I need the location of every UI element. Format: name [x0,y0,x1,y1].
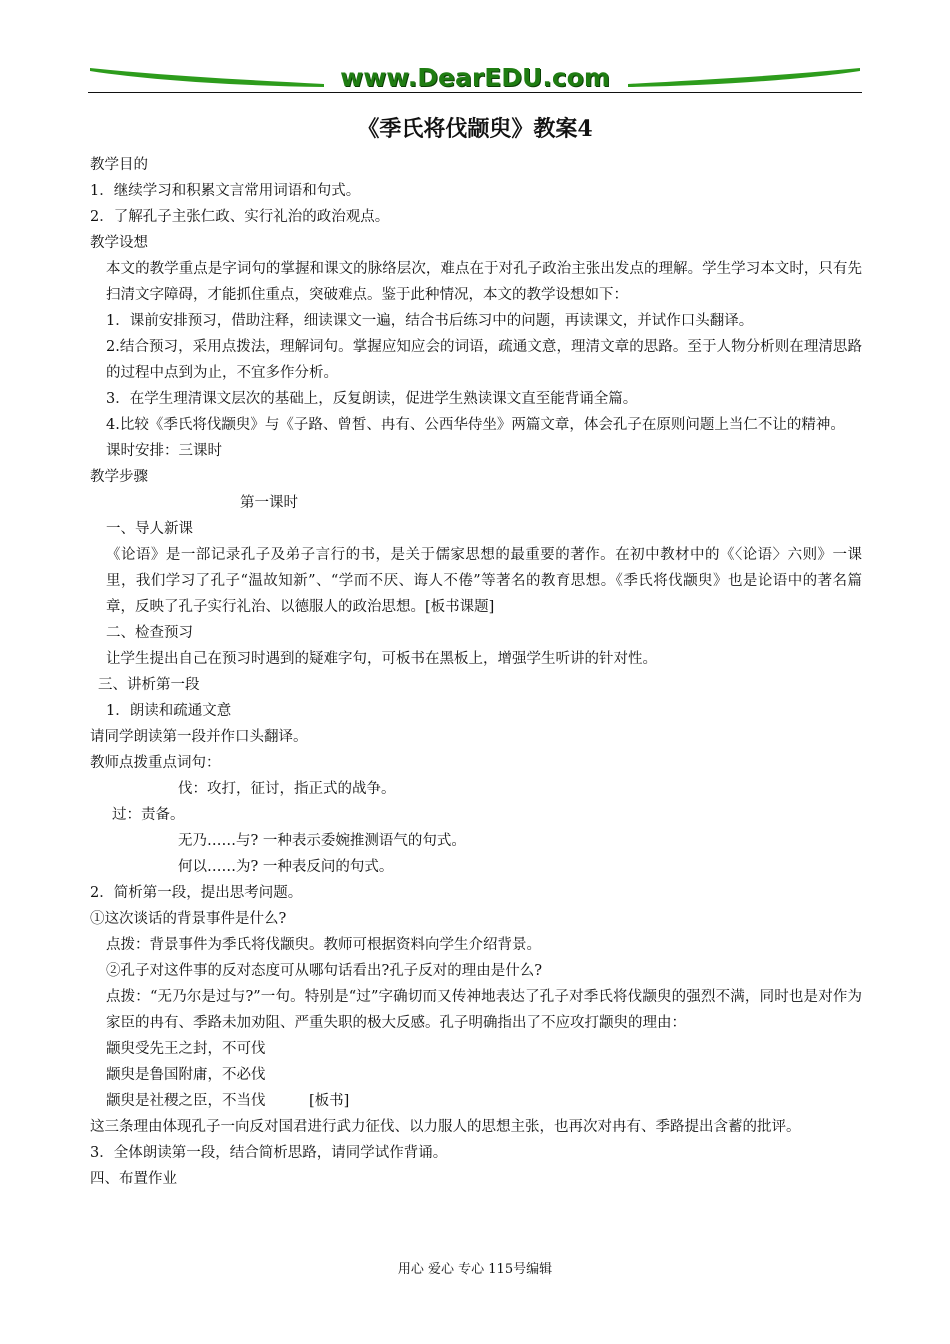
page-footer: 用心 爱心 专心 115号编辑 [397,1262,553,1277]
document-body [90,152,862,1192]
section-heading: 三、讲析第一段 [98,677,200,693]
objective-item: 2．了解孔子主张仁政、实行礼治的政治观点。 [90,209,390,225]
heading-objectives: 教学目的 [90,157,148,173]
vocab-item: 无乃……与? 一种表示委婉推测语气的句式。 [178,833,466,849]
header-rule [88,92,862,93]
design-item: 1．课前安排预习，借助注释，细读课文一遍，结合书后练习中的问题，再读课文，并试作口头翻译。 [106,313,754,329]
objective-item: 1．继续学习和积累文言常用词语和句式。 [90,183,361,199]
subsection-heading: 1．朗读和疏通文意 [106,703,232,719]
analysis-paragraph: 点拨：“无乃尔是过与?”一句。特别是“过”字确切而又传神地表达了孔子对季氏将伐颛臾的强烈不满，同时也是对作为家臣的冉有、季路未加劝阻、严重失职的极大反感。孔子明确指出了不应攻打颛臾的理由： [106,989,862,1031]
subsection-heading: 2．简析第一段，提出思考问题。 [90,885,303,901]
intro-paragraph: 《论语》是一部记录孔子及弟子言行的书，是关于儒家思想的最重要的著作。在初中教材中的《〈论语〉六则》一课里，我们学习了孔子“温故知新”、“学而不厌、诲人不倦”等著名的教育思想。《季氏将伐颛臾》也是论语中的著名篇章，反映了孔子实行礼治、以德服人的政治思想。[板书课题] [106,547,862,615]
vocab-item: 过：责备。 [112,807,185,823]
body-text: 点拨：背景事件为季氏将伐颛臾。教师可根据资料向学生介绍背景。 [106,937,541,953]
site-logo[interactable]: www.DearEDU.com [340,63,610,92]
subsection-heading: 3．全体朗读第一段，结合简析思路，请同学试作背诵。 [90,1145,448,1161]
question-item: ①这次谈话的背景事件是什么? [90,911,287,927]
section-heading: 二、检查预习 [106,625,193,641]
section-heading: 四、布置作业 [90,1171,177,1187]
design-item: 4.比较《季氏将伐颛臾》与《子路、曾皙、冉有、公西华侍坐》两篇文章，体会孔子在原则问题上当仁不让的精神。 [106,417,845,433]
site-header [88,62,862,96]
board-item: 颛臾受先王之封，不可伐 [106,1041,266,1057]
vocab-item: 伐：攻打，征讨，指正式的战争。 [178,781,396,797]
design-item: 2.结合预习，采用点拨法，理解词句。掌握应知应会的词语，疏通文意，理清文章的思路。至于人物分析则在理清思路的过程中点到为止，不宜多作分析。 [106,339,862,381]
vocab-item: 何以……为? 一种表反问的句式。 [178,859,394,875]
board-item: 颛臾是鲁国附庸，不必伐 [106,1067,266,1083]
body-text: 让学生提出自己在预习时遇到的疑难字句，可板书在黑板上，增强学生听讲的针对性。 [106,651,657,667]
section-heading: 一、导人新课 [106,521,193,537]
board-item: 颛臾是社稷之臣，不当伐 [板书] [106,1093,350,1109]
heading-steps: 教学步骤 [90,469,148,485]
lesson-heading: 第一课时 [240,495,298,511]
design-paragraph: 本文的教学重点是字词句的掌握和课文的脉络层次，难点在于对孔子政治主张出发点的理解。学生学习本文时，只有先扫清文字障碍，才能抓住重点，突破难点。鉴于此种情况，本文的教学设想如下： [106,261,862,303]
class-schedule: 课时安排：三课时 [106,443,222,459]
body-text: 教师点拨重点词句： [90,755,221,771]
heading-design: 教学设想 [90,235,148,251]
question-item: ②孔子对这件事的反对态度可从哪句话看出?孔子反对的理由是什么? [106,963,543,979]
design-item: 3．在学生理清课文层次的基础上，反复朗读，促进学生熟读课文直至能背诵全篇。 [106,391,638,407]
summary-paragraph: 这三条理由体现孔子一向反对国君进行武力征伐、以力服人的思想主张，也再次对冉有、季路提出含蓄的批评。 [90,1119,801,1135]
document-title: 《季氏将伐颛臾》教案4 [357,116,593,142]
body-text: 请同学朗读第一段并作口头翻译。 [90,729,308,745]
